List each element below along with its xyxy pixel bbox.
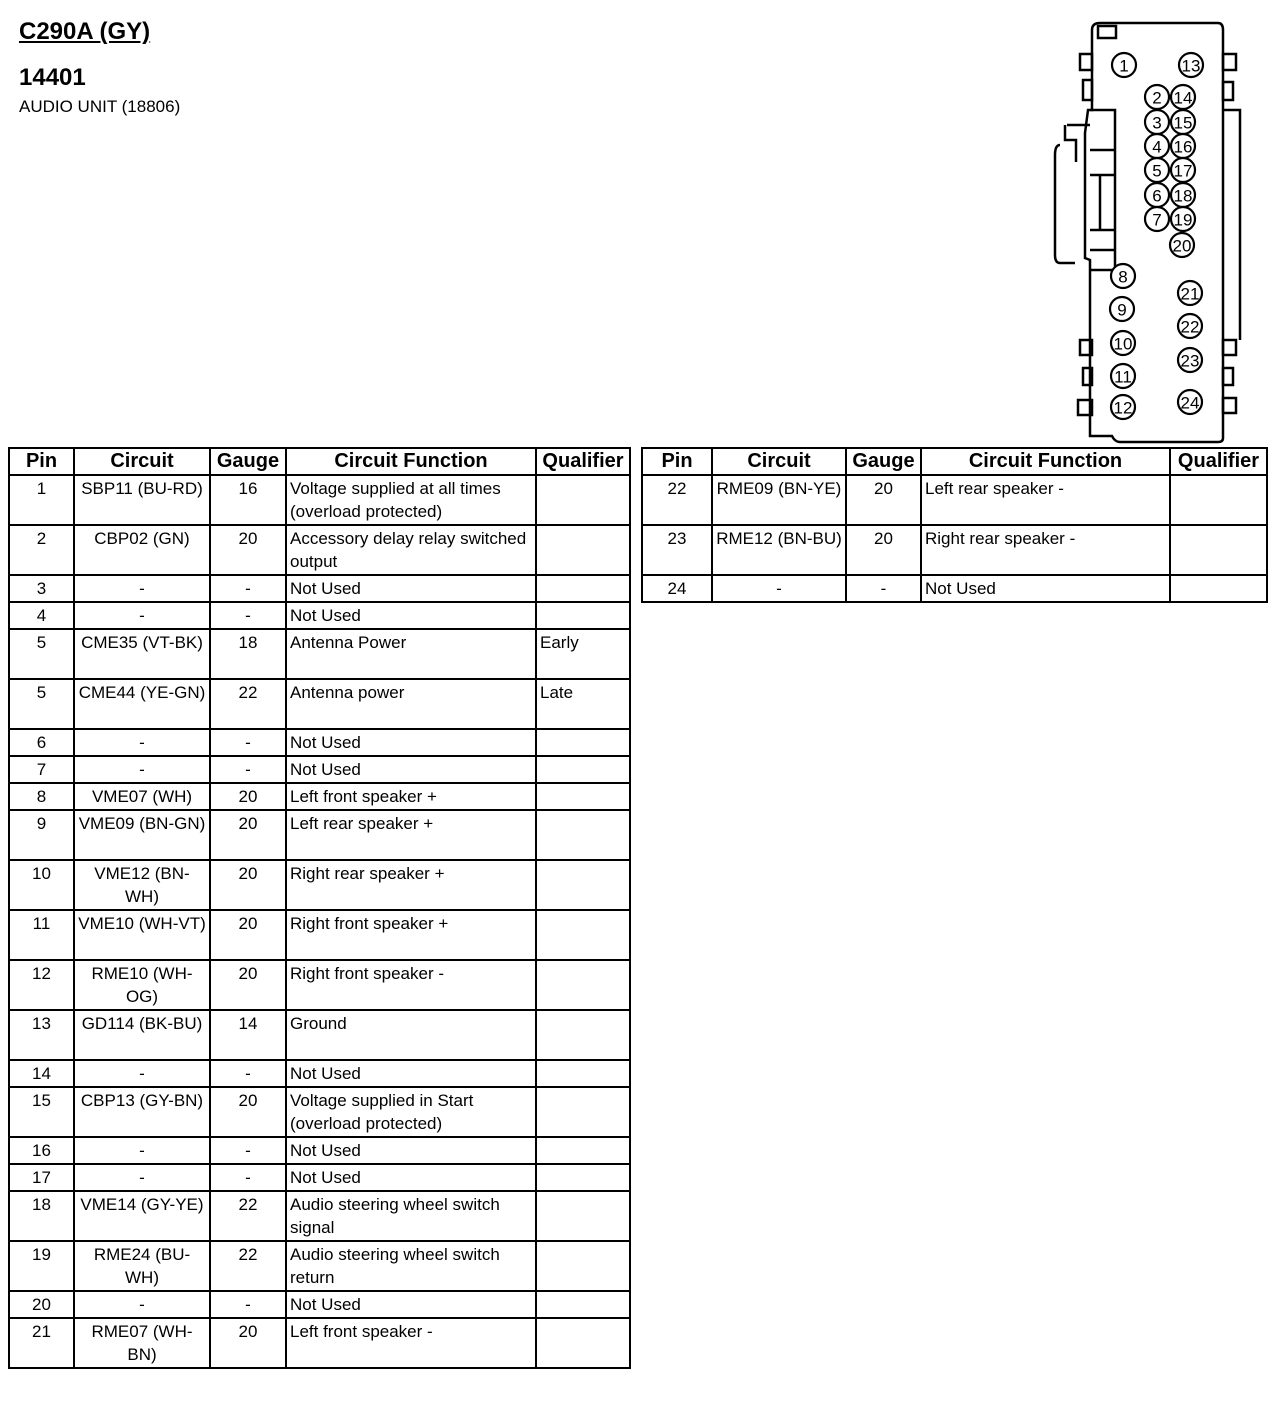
function-cell: Right front speaker + — [286, 910, 536, 960]
pin-cavity-label: 21 — [1180, 284, 1200, 304]
function-cell: Not Used — [286, 1137, 536, 1164]
table-row — [9, 475, 630, 525]
gauge-cell: - — [210, 1137, 286, 1164]
circuit-cell: RME12 (BN-BU) — [712, 525, 846, 575]
function-cell: Left front speaker - — [286, 1318, 536, 1368]
function-cell: Audio steering wheel switch return — [286, 1241, 536, 1291]
pin-cavity-label: 15 — [1173, 113, 1193, 133]
circuit-cell: - — [74, 602, 210, 629]
table-row — [9, 1164, 630, 1191]
circuit-cell: - — [74, 575, 210, 602]
qualifier-cell — [1170, 575, 1267, 602]
pin-cell: 11 — [9, 910, 74, 960]
gauge-cell: 20 — [210, 960, 286, 1010]
pin-cell: 22 — [642, 475, 712, 525]
pin-cavity-label: 1 — [1119, 56, 1129, 76]
col-pin: Pin — [642, 448, 712, 475]
function-cell: Left rear speaker + — [286, 810, 536, 860]
circuit-cell: - — [712, 575, 846, 602]
col-circuit-function: Circuit Function — [286, 448, 536, 475]
gauge-cell: 22 — [210, 679, 286, 729]
table-row — [9, 575, 630, 602]
table-row — [9, 1318, 630, 1368]
pin-cell: 7 — [9, 756, 74, 783]
circuit-cell: VME09 (BN-GN) — [74, 810, 210, 860]
pin-cavity-label: 24 — [1180, 393, 1200, 413]
qualifier-cell — [536, 575, 630, 602]
pin-cell: 10 — [9, 860, 74, 910]
pin-cavity-label: 14 — [1173, 88, 1193, 108]
table-row — [9, 1191, 630, 1241]
table-row — [9, 960, 630, 1010]
pin-cavity-label: 2 — [1152, 88, 1162, 108]
gauge-cell: 20 — [210, 810, 286, 860]
pin-cavity-label: 6 — [1152, 186, 1162, 206]
pin-cell: 17 — [9, 1164, 74, 1191]
qualifier-cell — [1170, 475, 1267, 525]
qualifier-cell — [536, 1291, 630, 1318]
col-gauge: Gauge — [210, 448, 286, 475]
qualifier-cell — [536, 525, 630, 575]
col-pin: Pin — [9, 448, 74, 475]
qualifier-cell — [536, 729, 630, 756]
qualifier-cell — [536, 756, 630, 783]
pin-cell: 13 — [9, 1010, 74, 1060]
qualifier-cell: Late — [536, 679, 630, 729]
pin-cell: 3 — [9, 575, 74, 602]
connector-face-diagram — [1050, 20, 1270, 445]
gauge-cell: 20 — [210, 1087, 286, 1137]
function-cell: Not Used — [286, 575, 536, 602]
pin-cavity-label: 9 — [1117, 300, 1127, 320]
gauge-cell: 20 — [210, 525, 286, 575]
table-row — [642, 475, 1267, 525]
table-row — [9, 525, 630, 575]
pin-cavity-label: 5 — [1152, 161, 1162, 181]
function-cell: Not Used — [286, 1291, 536, 1318]
qualifier-cell — [536, 1191, 630, 1241]
component-description: AUDIO UNIT (18806) — [19, 97, 181, 116]
gauge-cell: 14 — [210, 1010, 286, 1060]
qualifier-cell: Early — [536, 629, 630, 679]
pin-cavity-label: 11 — [1114, 367, 1132, 387]
pin-cell: 1 — [9, 475, 74, 525]
qualifier-cell — [536, 1164, 630, 1191]
table-row — [9, 1060, 630, 1087]
circuit-cell: CME44 (YE-GN) — [74, 679, 210, 729]
circuit-cell: - — [74, 756, 210, 783]
circuit-cell: VME10 (WH-VT) — [74, 910, 210, 960]
pin-cavity-label: 16 — [1173, 137, 1193, 157]
qualifier-cell — [536, 960, 630, 1010]
col-circuit: Circuit — [74, 448, 210, 475]
pin-cavity-label: 3 — [1152, 113, 1162, 133]
table-row — [9, 1137, 630, 1164]
col-circuit-function: Circuit Function — [921, 448, 1170, 475]
pin-cavity-label: 12 — [1113, 398, 1133, 418]
pin-cell: 5 — [9, 679, 74, 729]
table-row — [9, 1010, 630, 1060]
table-row — [9, 1291, 630, 1318]
table-row — [9, 602, 630, 629]
pin-cell: 6 — [9, 729, 74, 756]
gauge-cell: - — [210, 1060, 286, 1087]
pin-cell: 18 — [9, 1191, 74, 1241]
table-row — [9, 629, 630, 679]
circuit-cell: GD114 (BK-BU) — [74, 1010, 210, 1060]
function-cell: Right front speaker - — [286, 960, 536, 1010]
gauge-cell: 18 — [210, 629, 286, 679]
pin-cell: 15 — [9, 1087, 74, 1137]
gauge-cell: 22 — [210, 1191, 286, 1241]
qualifier-cell — [536, 1318, 630, 1368]
gauge-cell: - — [846, 575, 921, 602]
table-row — [9, 679, 630, 729]
qualifier-cell — [536, 1010, 630, 1060]
function-cell: Accessory delay relay switched output — [286, 525, 536, 575]
qualifier-cell — [536, 810, 630, 860]
col-circuit: Circuit — [712, 448, 846, 475]
function-cell: Not Used — [286, 1060, 536, 1087]
pin-cavity-label: 23 — [1180, 351, 1200, 371]
circuit-cell: RME10 (WH-OG) — [74, 960, 210, 1010]
pin-cell: 4 — [9, 602, 74, 629]
pin-cavity-label: 7 — [1152, 210, 1162, 230]
qualifier-cell — [536, 1060, 630, 1087]
table-row — [9, 1241, 630, 1291]
qualifier-cell — [536, 1241, 630, 1291]
col-qualifier: Qualifier — [536, 448, 630, 475]
table-row — [9, 756, 630, 783]
qualifier-cell — [536, 1087, 630, 1137]
pin-cell: 24 — [642, 575, 712, 602]
pin-cell: 14 — [9, 1060, 74, 1087]
pin-cavity-label: 8 — [1118, 267, 1128, 287]
pin-cell: 9 — [9, 810, 74, 860]
function-cell: Antenna Power — [286, 629, 536, 679]
qualifier-cell — [1170, 525, 1267, 575]
pin-cavity-label: 20 — [1172, 236, 1192, 256]
circuit-cell: - — [74, 729, 210, 756]
function-cell: Left rear speaker - — [921, 475, 1170, 525]
pin-cell: 5 — [9, 629, 74, 679]
gauge-cell: - — [210, 756, 286, 783]
qualifier-cell — [536, 910, 630, 960]
table-row — [9, 810, 630, 860]
function-cell: Not Used — [286, 602, 536, 629]
pin-cell: 2 — [9, 525, 74, 575]
function-cell: Voltage supplied at all times (overload protected) — [286, 475, 536, 525]
pin-cell: 12 — [9, 960, 74, 1010]
circuit-cell: SBP11 (BU-RD) — [74, 475, 210, 525]
function-cell: Left front speaker + — [286, 783, 536, 810]
pin-cavity-label: 10 — [1113, 334, 1133, 354]
table-row — [9, 1087, 630, 1137]
col-qualifier: Qualifier — [1170, 448, 1267, 475]
gauge-cell: 20 — [210, 783, 286, 810]
gauge-cell: - — [210, 575, 286, 602]
pin-cavity-label: 19 — [1173, 210, 1193, 230]
pin-cell: 16 — [9, 1137, 74, 1164]
gauge-cell: 20 — [846, 525, 921, 575]
function-cell: Not Used — [286, 729, 536, 756]
col-gauge: Gauge — [846, 448, 921, 475]
qualifier-cell — [536, 783, 630, 810]
pin-cavity-label: 22 — [1180, 317, 1200, 337]
circuit-cell: VME07 (WH) — [74, 783, 210, 810]
table-row — [642, 575, 1267, 602]
gauge-cell: - — [210, 1164, 286, 1191]
connector-title: C290A (GY) — [19, 18, 151, 45]
circuit-cell: VME14 (GY-YE) — [74, 1191, 210, 1241]
table-row — [9, 910, 630, 960]
table-row — [9, 729, 630, 756]
circuit-cell: - — [74, 1137, 210, 1164]
pin-cavity-label: 17 — [1173, 161, 1193, 181]
qualifier-cell — [536, 475, 630, 525]
function-cell: Voltage supplied in Start (overload protected) — [286, 1087, 536, 1137]
gauge-cell: 22 — [210, 1241, 286, 1291]
pinout-table-right — [641, 447, 1268, 603]
table-row — [9, 860, 630, 910]
qualifier-cell — [536, 860, 630, 910]
pin-cell: 8 — [9, 783, 74, 810]
pin-cell: 19 — [9, 1241, 74, 1291]
function-cell: Not Used — [921, 575, 1170, 602]
pin-cell: 23 — [642, 525, 712, 575]
circuit-cell: - — [74, 1164, 210, 1191]
table-row — [642, 525, 1267, 575]
gauge-cell: 20 — [846, 475, 921, 525]
gauge-cell: 16 — [210, 475, 286, 525]
circuit-cell: CBP13 (GY-BN) — [74, 1087, 210, 1137]
circuit-cell: VME12 (BN-WH) — [74, 860, 210, 910]
gauge-cell: - — [210, 602, 286, 629]
gauge-cell: 20 — [210, 860, 286, 910]
pin-cavity-label: 18 — [1173, 186, 1193, 206]
pinout-table-left — [8, 447, 631, 1369]
circuit-cell: RME07 (WH-BN) — [74, 1318, 210, 1368]
circuit-cell: - — [74, 1291, 210, 1318]
part-number: 14401 — [19, 64, 86, 91]
pin-cell: 21 — [9, 1318, 74, 1368]
circuit-cell: CBP02 (GN) — [74, 525, 210, 575]
gauge-cell: - — [210, 1291, 286, 1318]
circuit-cell: - — [74, 1060, 210, 1087]
gauge-cell: 20 — [210, 1318, 286, 1368]
pin-cell: 20 — [9, 1291, 74, 1318]
circuit-cell: RME09 (BN-YE) — [712, 475, 846, 525]
function-cell: Not Used — [286, 756, 536, 783]
qualifier-cell — [536, 602, 630, 629]
function-cell: Right rear speaker + — [286, 860, 536, 910]
function-cell: Antenna power — [286, 679, 536, 729]
function-cell: Not Used — [286, 1164, 536, 1191]
pin-cavity-label: 13 — [1181, 56, 1201, 76]
circuit-cell: RME24 (BU-WH) — [74, 1241, 210, 1291]
pin-cavity-label: 4 — [1152, 137, 1162, 157]
gauge-cell: - — [210, 729, 286, 756]
gauge-cell: 20 — [210, 910, 286, 960]
circuit-cell: CME35 (VT-BK) — [74, 629, 210, 679]
function-cell: Right rear speaker - — [921, 525, 1170, 575]
table-row — [9, 783, 630, 810]
function-cell: Audio steering wheel switch signal — [286, 1191, 536, 1241]
function-cell: Ground — [286, 1010, 536, 1060]
qualifier-cell — [536, 1137, 630, 1164]
